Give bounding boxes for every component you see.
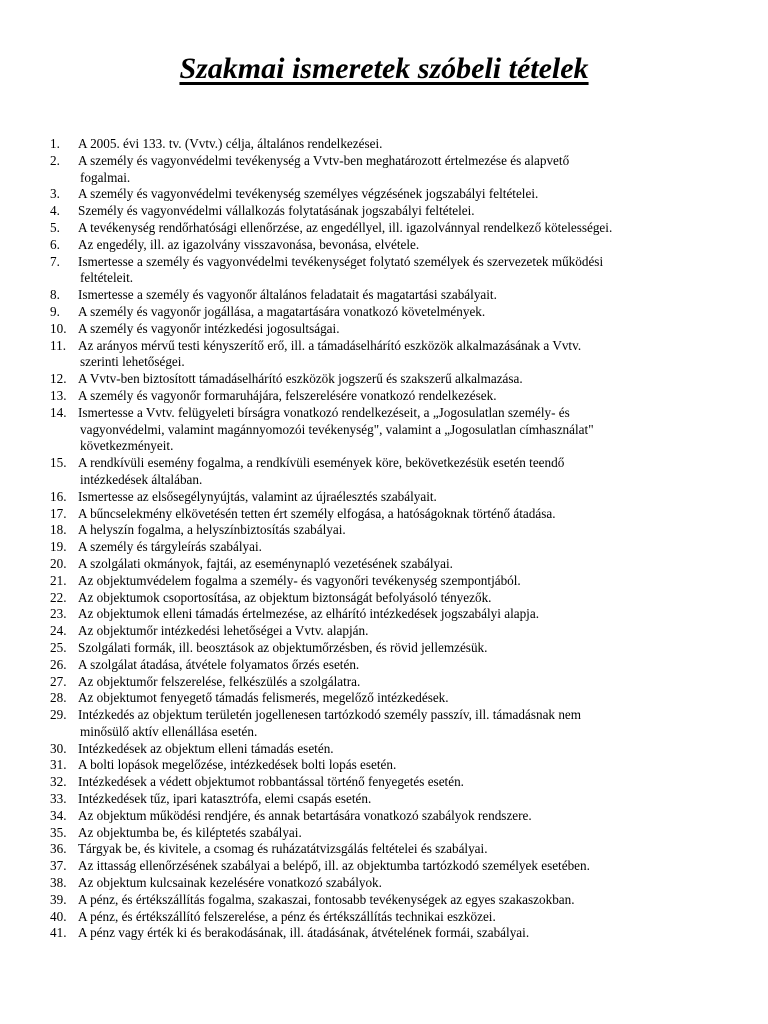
list-item [50, 875, 720, 892]
item-text-line: A pénz, és értékszállító felszerelése, a pénz és értékszállítás technikai eszközei. [78, 908, 496, 924]
item-number: 8. [50, 287, 60, 303]
item-text-line: vagyonvédelmi, valamint magánnyomozói tevékenység", valamint a „Jogosulatlan címhasználat" [80, 421, 594, 437]
item-text [78, 153, 720, 187]
item-text-line: Az objektumőr intézkedési lehetőségei a Vvtv. alapján. [78, 623, 369, 639]
item-text-line: Ismertesse a személy és vagyonőr általános feladatait és magatartási szabályait. [78, 287, 497, 303]
item-text [78, 556, 720, 573]
list-item [50, 338, 720, 372]
item-text-line: Tárgyak be, és kivitele, a csomag és ruházatátvizsgálás feltételei és szabályai. [78, 841, 488, 857]
item-text-line: Az objektum kulcsainak kezelésére vonatkozó szabályok. [78, 875, 382, 891]
item-text [78, 455, 720, 489]
item-text-line: A tevékenység rendőrhatósági ellenőrzése, az engedéllyel, ill. igazolvánnyal rendelkező kötelességei. [78, 219, 613, 235]
item-text [78, 757, 720, 774]
item-number: 27. [50, 673, 67, 689]
item-text [78, 791, 720, 808]
list-item [50, 304, 720, 321]
list-item [50, 808, 720, 825]
item-text-line: Az objektumok elleni támadás értelmezése, az elhárító intézkedések jogszabályi alapja. [78, 606, 539, 622]
item-text [78, 321, 720, 338]
list-item [50, 858, 720, 875]
item-text-line: Az objektumok csoportosítása, az objektum biztonságát befolyásoló tényezők. [78, 589, 492, 605]
item-number: 23. [50, 606, 67, 622]
item-text-line: A pénz, és értékszállítás fogalma, szakaszai, fontosabb tevékenységek az egyes szakaszokban. [78, 891, 575, 907]
item-number: 11. [50, 337, 66, 353]
list-item [50, 606, 720, 623]
item-text [78, 522, 720, 539]
list-item [50, 590, 720, 607]
item-text [78, 590, 720, 607]
item-text-line: Az arányos mérvű testi kényszerítő erő, ill. a támadáselhárító eszközök alkalmazásának a Vvtv. [78, 337, 582, 353]
list-item [50, 657, 720, 674]
list-item [50, 774, 720, 791]
item-text [78, 405, 720, 455]
item-number: 6. [50, 236, 60, 252]
item-text [78, 909, 720, 926]
list-item [50, 640, 720, 657]
list-item [50, 153, 720, 187]
item-text [78, 858, 720, 875]
item-text-line: A szolgálati okmányok, fajtái, az eseménynapló vezetésének szabályai. [78, 555, 453, 571]
list-item [50, 791, 720, 808]
item-text [78, 690, 720, 707]
item-text [78, 892, 720, 909]
item-text [78, 186, 720, 203]
list-item [50, 573, 720, 590]
item-text [78, 825, 720, 842]
item-number: 9. [50, 303, 60, 319]
item-text [78, 875, 720, 892]
list-item [50, 203, 720, 220]
item-text-line: A bűncselekmény elkövetésén tetten ért személy elfogása, a hatóságoknak történő átadása. [78, 505, 556, 521]
item-number: 26. [50, 656, 67, 672]
item-text-line: Intézkedések az objektum elleni támadás esetén. [78, 740, 334, 756]
item-number: 19. [50, 539, 67, 555]
item-text-line: intézkedések általában. [80, 471, 203, 487]
item-text-line: Intézkedés az objektum területén jogellenesen tartózkodó személy passzív, ill. támadásnak nem [78, 707, 582, 723]
list-item [50, 825, 720, 842]
item-number: 36. [50, 841, 67, 857]
item-number: 30. [50, 740, 67, 756]
item-text [78, 489, 720, 506]
item-text-line: Az objektumba be, és kiléptetés szabályai. [78, 824, 302, 840]
item-number: 12. [50, 371, 67, 387]
item-text [78, 371, 720, 388]
item-number: 28. [50, 690, 67, 706]
item-text-line: minősülő aktív ellenállása esetén. [80, 723, 258, 739]
item-text-line: A személy és vagyonőr formaruhájára, felszerelésére vonatkozó rendelkezések. [78, 387, 497, 403]
item-text-line: feltételeit. [80, 270, 134, 286]
item-text-line: Intézkedések a védett objektumot robbantással történő fenyegetés esetén. [78, 774, 464, 790]
item-text [78, 640, 720, 657]
item-text [78, 203, 720, 220]
item-number: 2. [50, 152, 60, 168]
item-text-line: A személy és vagyonőr jogállása, a magatartására vonatkozó követelmények. [78, 303, 486, 319]
list-item [50, 371, 720, 388]
item-text-line: A Vvtv-ben biztosított támadáselhárító eszközök jogszerű és szakszerű alkalmazása. [78, 371, 523, 387]
list-item [50, 741, 720, 758]
item-text [78, 657, 720, 674]
exam-topic-list [50, 136, 720, 942]
item-text-line: A szolgálat átadása, átvétele folyamatos őrzés esetén. [78, 656, 360, 672]
item-number: 7. [50, 253, 60, 269]
item-text-line: következményeit. [80, 438, 174, 454]
item-text-line: A 2005. évi 133. tv. (Vvtv.) célja, általános rendelkezései. [78, 136, 383, 151]
item-number: 3. [50, 186, 60, 202]
list-item [50, 321, 720, 338]
item-text-line: A helyszín fogalma, a helyszínbiztosítás szabályai. [78, 522, 346, 538]
list-item [50, 925, 720, 942]
list-item [50, 623, 720, 640]
item-text [78, 774, 720, 791]
item-number: 5. [50, 219, 60, 235]
item-number: 10. [50, 320, 67, 336]
item-number: 13. [50, 387, 67, 403]
item-text-line: Az objektumőr felszerelése, felkészülés a szolgálatra. [78, 673, 361, 689]
list-item [50, 388, 720, 405]
item-number: 37. [50, 858, 67, 874]
item-number: 24. [50, 623, 67, 639]
item-text-line: Az objektumvédelem fogalma a személy- és vagyonőri tevékenység szempontjából. [78, 572, 521, 588]
item-text [78, 287, 720, 304]
item-number: 17. [50, 505, 67, 521]
item-number: 29. [50, 707, 67, 723]
list-item [50, 254, 720, 288]
item-text-line: Az objektumot fenyegető támadás felismerés, megelőző intézkedések. [78, 690, 449, 706]
item-number: 39. [50, 891, 67, 907]
item-text [78, 388, 720, 405]
item-text [78, 539, 720, 556]
item-text-line: Intézkedések tűz, ipari katasztrófa, elemi csapás esetén. [78, 791, 372, 807]
item-number: 15. [50, 455, 67, 471]
page-title: Szakmai ismeretek szóbeli tételek [179, 52, 589, 85]
item-text-line: Az objektum működési rendjére, és annak betartására vonatkozó szabályok rendszere. [78, 807, 532, 823]
list-item [50, 186, 720, 203]
list-item [50, 220, 720, 237]
item-text [78, 254, 720, 288]
item-text-line: szerinti lehetőségei. [80, 354, 185, 370]
item-text [78, 237, 720, 254]
item-text-line: A személy és vagyonőr intézkedési jogosultságai. [78, 320, 340, 336]
list-item [50, 522, 720, 539]
item-text [78, 220, 720, 237]
item-text [78, 338, 720, 372]
item-number: 34. [50, 807, 67, 823]
item-number: 14. [50, 404, 67, 420]
item-text [78, 741, 720, 758]
item-text-line: A bolti lopások megelőzése, intézkedések bolti lopás esetén. [78, 757, 397, 773]
item-text [78, 707, 720, 741]
item-number: 25. [50, 639, 67, 655]
list-item [50, 757, 720, 774]
item-text-line: Ismertesse a személy és vagyonvédelmi tevékenységet folytató személyek és szervezetek működési [78, 253, 604, 269]
item-number: 18. [50, 522, 67, 538]
item-number: 4. [50, 203, 60, 219]
list-item [50, 405, 720, 455]
item-text-line: A személy és tárgyleírás szabályai. [78, 539, 262, 555]
item-text [78, 674, 720, 691]
item-number: 1. [50, 136, 60, 151]
item-number: 21. [50, 572, 67, 588]
list-item [50, 539, 720, 556]
list-item [50, 690, 720, 707]
item-number: 32. [50, 774, 67, 790]
item-text-line: Szolgálati formák, ill. beosztások az objektumőrzésben, és rövid jellemzésük. [78, 639, 488, 655]
item-text [78, 506, 720, 523]
item-number: 38. [50, 875, 67, 891]
item-text [78, 623, 720, 640]
item-number: 40. [50, 908, 67, 924]
list-item [50, 556, 720, 573]
item-text-line: A személy és vagyonvédelmi tevékenység személyes végzésének jogszabályi feltételei. [78, 186, 539, 202]
item-number: 35. [50, 824, 67, 840]
item-text-line: Személy és vagyonvédelmi vállalkozás folytatásának jogszabályi feltételei. [78, 203, 475, 219]
list-item [50, 506, 720, 523]
item-text [78, 841, 720, 858]
item-text-line: Az ittasság ellenőrzésének szabályai a belépő, ill. az objektumba tartózkodó személyek esetében. [78, 858, 590, 874]
item-text [78, 573, 720, 590]
item-number: 22. [50, 589, 67, 605]
list-item [50, 455, 720, 489]
item-text [78, 808, 720, 825]
item-text-line: Az engedély, ill. az igazolvány visszavonása, bevonása, elvétele. [78, 236, 420, 252]
list-item [50, 909, 720, 926]
item-text [78, 136, 720, 153]
item-text-line: A rendkívüli esemény fogalma, a rendkívüli események köre, bekövetkezésük esetén teendő [78, 455, 565, 471]
item-number: 41. [50, 925, 67, 941]
item-number: 20. [50, 555, 67, 571]
item-text [78, 606, 720, 623]
item-text-line: Ismertesse a Vvtv. felügyeleti bírságra vonatkozó rendelkezéseit, a „Jogosulatlan személy- és [78, 404, 570, 420]
list-item [50, 892, 720, 909]
item-number: 33. [50, 791, 67, 807]
list-item [50, 841, 720, 858]
item-text-line: fogalmai. [80, 169, 131, 185]
item-text-line: A pénz vagy érték ki és berakodásának, ill. átadásának, átvételének formái, szabályai. [78, 925, 530, 941]
list-item [50, 287, 720, 304]
list-item [50, 707, 720, 741]
item-text-line: Ismertesse az elsősegélynyújtás, valamint az újraélesztés szabályait. [78, 488, 437, 504]
item-text-line: A személy és vagyonvédelmi tevékenység a Vvtv-ben meghatározott értelmezése és alapvető [78, 152, 570, 168]
list-item [50, 237, 720, 254]
item-number: 31. [50, 757, 67, 773]
item-text [78, 304, 720, 321]
item-number: 16. [50, 488, 67, 504]
list-item [50, 674, 720, 691]
item-text [78, 925, 720, 942]
list-item [50, 136, 720, 153]
list-item [50, 489, 720, 506]
